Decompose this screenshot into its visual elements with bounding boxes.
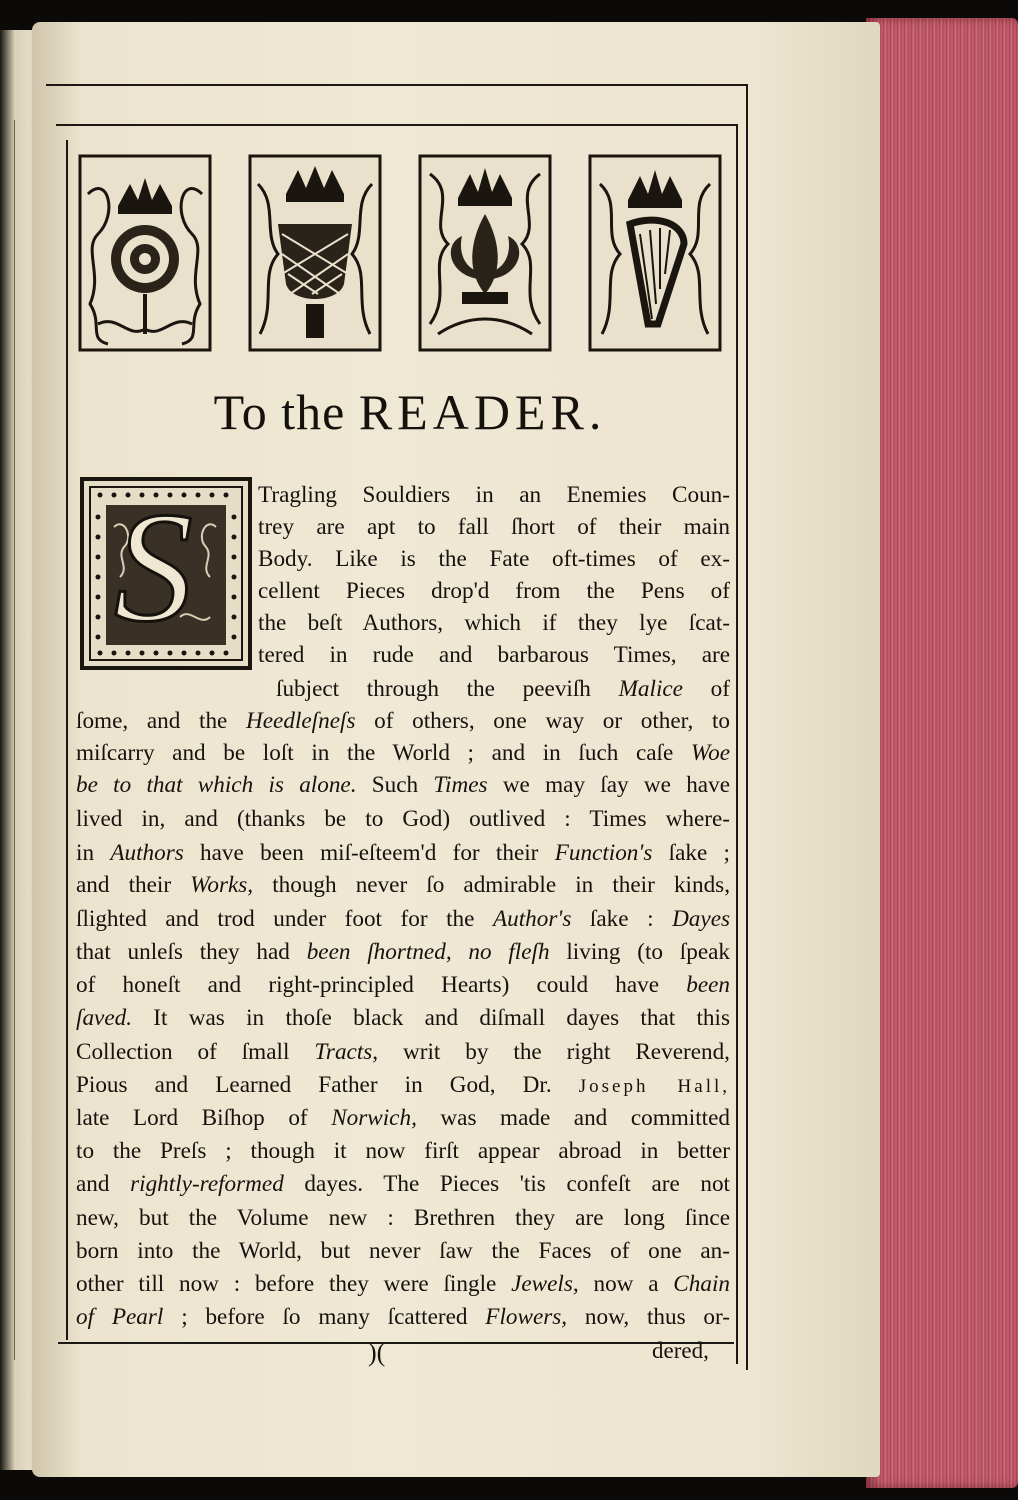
- text-line: ſlighted and trod under foot for the Author's ſake : Dayes: [76, 906, 731, 932]
- harp-emblem-icon: [588, 154, 722, 352]
- text-line: trey are apt to fall ſhort of their main: [258, 514, 730, 540]
- text-line: ſubject through the peeviſh Malice of: [276, 676, 730, 702]
- catchword: dered,: [652, 1338, 709, 1363]
- text-line: Collection of ſmall Tracts, writ by the right Reverend,: [76, 1039, 730, 1065]
- text-line: of honeſt and right-principled Hearts) could have been: [76, 972, 730, 998]
- frame-rule-bottom: [58, 1342, 734, 1344]
- text-line: cellent Pieces drop'd from the Pens of: [258, 578, 730, 604]
- text-line: tered in rude and barbarous Times, are: [258, 642, 730, 668]
- text-line: lived in, and (thanks be to God) outlived : Times where-: [76, 806, 730, 832]
- frame-rule-outer-right: [746, 85, 748, 1370]
- text-line: that unleſs they had been ſhortned, no fleſh living (to ſpeak: [76, 939, 730, 965]
- title-prefix: To the: [213, 384, 346, 440]
- frame-rule-inner-top: [56, 124, 736, 126]
- text-line: late Lord Biſhop of Norwich, was made and committed: [76, 1105, 730, 1131]
- text-line: in Authors have been miſ-eſteem'd for their Function's ſake ;: [76, 840, 731, 866]
- drop-cap-initial: [80, 477, 252, 670]
- text-line: other till now : before they were ſingle Jewels, now a Chain: [76, 1271, 730, 1297]
- text-line: of Pearl ; before ſo many ſcattered Flowers, now, thus or-: [76, 1304, 730, 1330]
- text-line: and rightly-reformed dayes. The Pieces 'tis confeſt are not: [76, 1171, 731, 1197]
- title-main: READER.: [358, 384, 607, 440]
- text-line: and their Works, though never ſo admirable in their kinds,: [76, 872, 730, 898]
- text-line: Tragling Souldiers in an Enemies Coun-: [258, 482, 730, 508]
- text-line: Pious and Learned Father in God, Dr. Joseph Hall,: [76, 1072, 730, 1098]
- page-title: [100, 383, 720, 441]
- rose-emblem-icon: [78, 154, 212, 352]
- text-line: born into the World, but never ſaw the Faces of one an-: [76, 1238, 730, 1264]
- frame-rule-left: [66, 140, 68, 1340]
- text-line: ſaved. It was in thoſe black and diſmall dayes that this: [76, 1005, 730, 1031]
- text-line: ſome, and the Heedleſneſs of others, one way or other, to: [76, 708, 730, 734]
- thistle-emblem-icon: [248, 154, 382, 352]
- text-line: to the Preſs ; though it now firſt appear abroad in better: [76, 1138, 730, 1164]
- text-line: the beſt Authors, which if they lye ſcat-: [258, 610, 730, 636]
- text-line: be to that which is alone. Such Times we may ſay we have: [76, 772, 730, 798]
- fleur-de-lis-emblem-icon: [418, 154, 552, 352]
- text-line: miſcarry and be loſt in the World ; and in ſuch caſe Woe: [76, 740, 730, 766]
- book-fore-edge: [866, 18, 1018, 1488]
- frame-rule-top: [46, 84, 748, 86]
- text-line: Body. Like is the Fate oft-times of ex-: [258, 546, 730, 572]
- signature-mark: )(: [368, 1338, 386, 1367]
- frame-rule-right: [736, 124, 738, 1364]
- text-line: new, but the Volume new : Brethren they are long ſince: [76, 1205, 730, 1231]
- drop-cap-letter: S: [114, 480, 193, 655]
- headpiece-ornaments: [78, 154, 728, 354]
